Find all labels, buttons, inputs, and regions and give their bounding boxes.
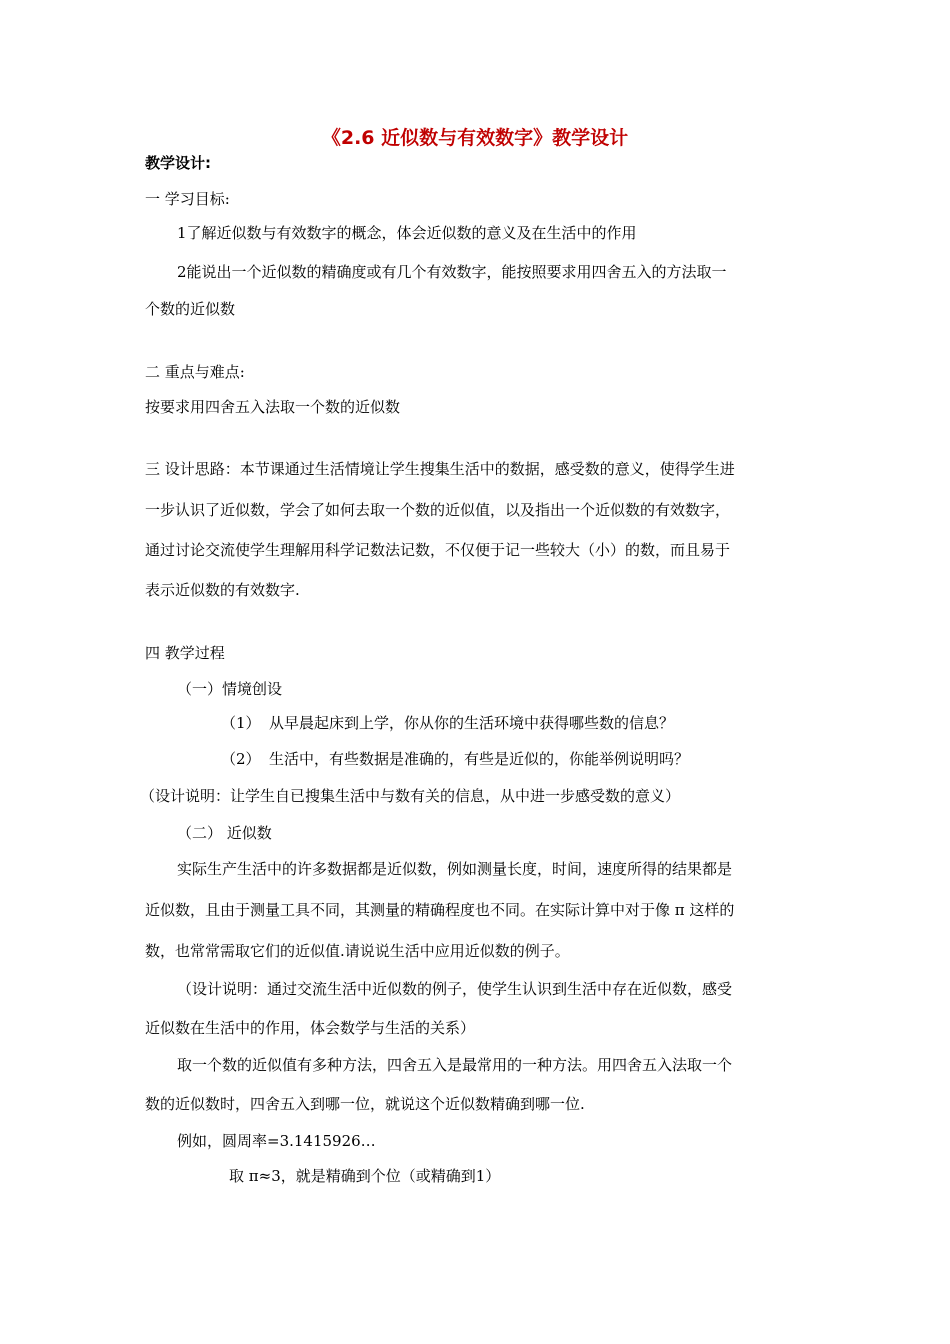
part2-heading: （二） 近似数 bbox=[177, 824, 272, 842]
part1-heading: （一）情境创设 bbox=[177, 680, 283, 698]
example-sub-line: 取 π≈3，就是精确到个位（或精确到1） bbox=[229, 1167, 501, 1185]
goal-item-1: 1了解近似数与有效数字的概念，体会近似数的意义及在生活中的作用 bbox=[177, 224, 637, 242]
section3-line1: 三 设计思路：本节课通过生活情境让学生搜集生活中的数据，感受数的意义，使得学生进 bbox=[145, 460, 735, 478]
goal-item-2-line1: 2能说出一个近似数的精确度或有几个有效数字，能按照要求用四舍五入的方法取一 bbox=[177, 263, 727, 281]
section2-heading: 二 重点与难点: bbox=[145, 363, 245, 381]
section1-heading: 一 学习目标: bbox=[145, 190, 230, 208]
section3-line4: 表示近似数的有效数字. bbox=[145, 581, 300, 599]
section3-line2: 一步认识了近似数，学会了如何去取一个数的近似值，以及指出一个近似数的有效数字， bbox=[145, 501, 731, 519]
section2-text: 按要求用四舍五入法取一个数的近似数 bbox=[145, 398, 401, 416]
part2-p1-line3: 数，也常常需取它们的近似值.请说说生活中应用近似数的例子。 bbox=[145, 942, 570, 960]
section4-heading: 四 教学过程 bbox=[145, 644, 225, 662]
question-1-number: （1） bbox=[221, 714, 261, 732]
part2-p2-line2: 数的近似数时，四舍五入到哪一位，就说这个近似数精确到哪一位. bbox=[145, 1095, 585, 1113]
part2-note-line2: 近似数在生活中的作用，体会数学与生活的关系） bbox=[145, 1019, 476, 1037]
part2-p1-line2: 近似数，且由于测量工具不同，其测量的精确程度也不同。在实际计算中对于像 π 这样的 bbox=[145, 901, 735, 919]
part2-p2-line1: 取一个数的近似值有多种方法，四舍五入是最常用的一种方法。用四舍五入法取一个 bbox=[177, 1056, 733, 1074]
design-heading: 教学设计: bbox=[145, 154, 211, 172]
question-2-number: （2） bbox=[221, 750, 261, 768]
question-1: 从早晨起床到上学，你从你的生活环境中获得哪些数的信息？ bbox=[269, 714, 675, 732]
part2-note-line1: （设计说明：通过交流生活中近似数的例子，使学生认识到生活中存在近似数，感受 bbox=[177, 980, 733, 998]
question-2: 生活中，有些数据是准确的，有些是近似的，你能举例说明吗？ bbox=[269, 750, 690, 768]
part1-note: （设计说明：让学生自已搜集生活中与数有关的信息，从中进一步感受数的意义） bbox=[140, 787, 681, 805]
goal-item-2-line2: 个数的近似数 bbox=[145, 300, 236, 318]
example-line: 例如，圆周率=3.1415926… bbox=[177, 1132, 376, 1150]
document-title: 《2.6 近似数与有效数字》教学设计 bbox=[321, 127, 629, 149]
part2-p1-line1: 实际生产生活中的许多数据都是近似数，例如测量长度，时间，速度所得的结果都是 bbox=[177, 860, 733, 878]
section3-line3: 通过讨论交流使学生理解用科学记数法记数，不仅便于记一些较大（小）的数，而且易于 bbox=[145, 541, 731, 559]
